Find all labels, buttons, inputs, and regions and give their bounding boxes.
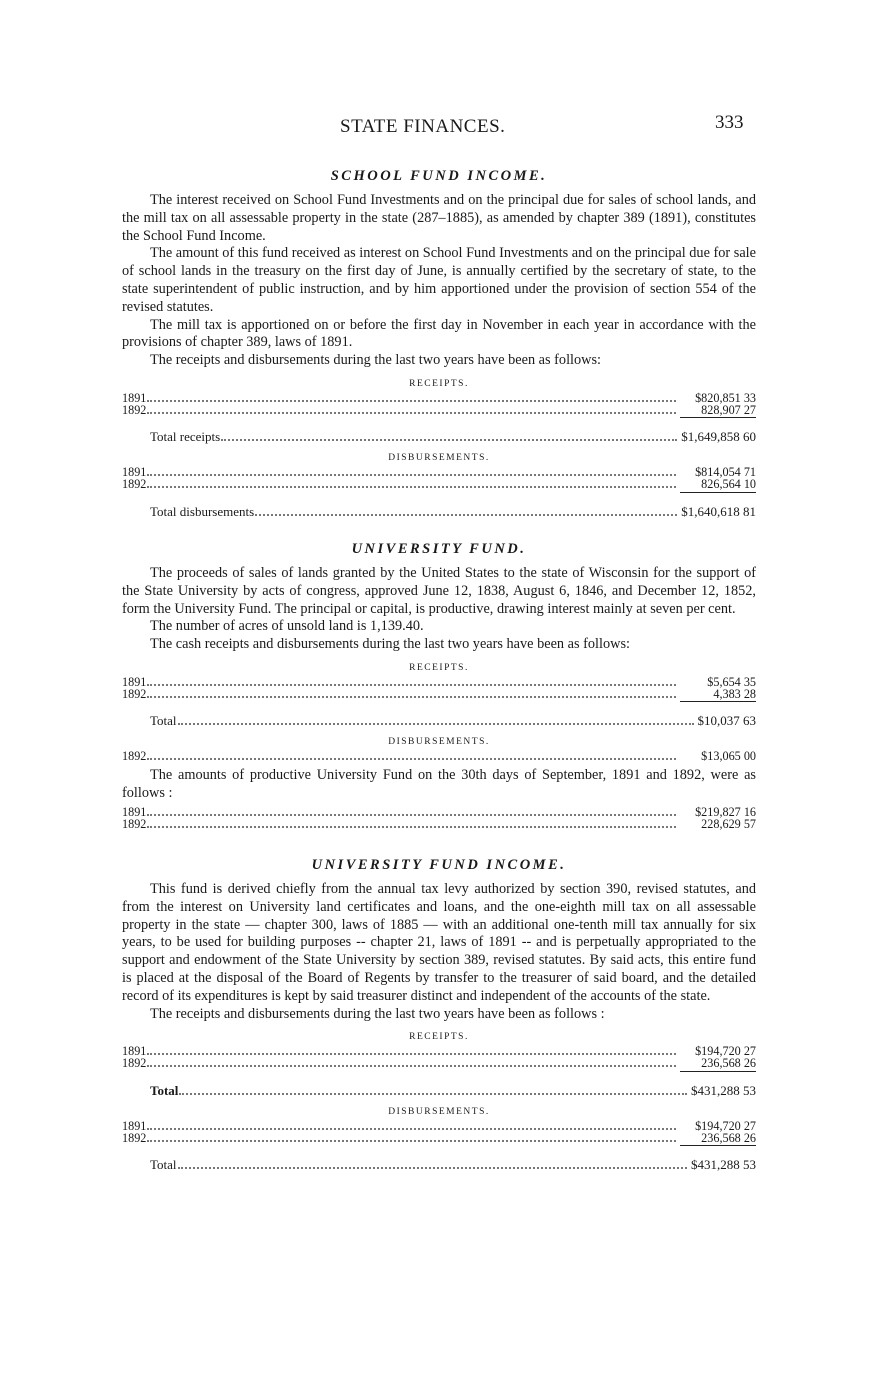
university-fund-paragraph: The number of acres of unsold land is 1,139.40. [150,618,424,635]
dot-leader [147,1065,676,1067]
row-amount: $820,851 33 [695,390,756,405]
dot-leader [147,1128,676,1130]
school-fund-disbursements-title: DISBURSEMENTS. [388,453,490,464]
productive-fund-paragraph: The amounts of productive University Fund on the 30th days of September, 1891 and 1892, were as follows : [122,767,756,802]
dot-leader [147,826,676,828]
ufi-disbursement-row [122,1118,756,1133]
row-year: 1891 [122,390,147,405]
university-fund-income-paragraph: The receipts and disbursements during the last two years have been as follows : [150,1005,605,1022]
dot-leader [178,723,694,725]
university-fund-receipts-title: RECEIPTS. [409,662,469,673]
school-fund-receipt-row [122,402,756,419]
dot-leader [221,439,677,441]
university-fund-income-paragraph: This fund is derived chiefly from the annual tax levy authorized by section 390, revised statutes, and from the interest on University land certificates and loans, and the one-eighth mill tax on all assessable property in the state — chapter 300, laws of 1885 — with an additional one-tenth mill tax annually for six years, to be used for building purposes -- chapter 21, laws of 1891 -- and is perpetually appropriated to the support and endowment of the State University by section 389, revised statutes. By said acts, this entire fund is placed at the disposal of the Board of Regents by transfer to the treasurer of said board, and the detailed record of its expenditures is kept by said treasurer distinct and independent of the accounts of the state. [122,881,756,1004]
row-year: 1891 [122,465,147,480]
total-amount: $10,037 63 [697,713,756,729]
dot-leader [179,1093,687,1095]
total-amount: $431,288 53 [691,1157,756,1173]
school-fund-paragraph: The receipts and disbursements during the last two years have been as follows: [150,352,602,369]
school-fund-receipts-title: RECEIPTS. [409,378,469,389]
school-fund-paragraph: The mill tax is apportioned on or before the first day in November in each year in accordance with the provisions of chapter 389, laws of 1891. [122,316,756,351]
dot-leader [147,758,676,760]
school-fund-disbursement-row [122,467,756,479]
school-fund-paragraph: The amount of this fund received as interest on School Fund Investments and on the principal due for sale of school lands in the treasury on the first day of June, is annually certified by the secretary of state, to the state superintendent of public instruction, and by him apportioned under the provision of section 554 of the revised statutes. [122,245,756,315]
ufi-receipt-row [122,1046,756,1058]
school-fund-disbursement-row [122,479,756,493]
university-fund-total-receipts [122,714,756,728]
school-fund-total-receipts [122,430,756,444]
university-fund-heading: UNIVERSITY FUND. [351,540,527,557]
row-year: 1892 [122,749,147,764]
school-fund-receipt-row [122,390,756,405]
university-fund-receipt-row [122,674,756,689]
university-fund-disbursements-title: DISBURSEMENTS. [388,737,490,748]
row-year: 1891 [122,805,147,820]
row-year: 1891 [122,1044,147,1059]
ufi-receipt-row [122,1058,756,1072]
row-amount: 828,907 27 [680,405,756,419]
dot-leader [147,684,676,686]
dot-leader [147,696,676,698]
total-label: Total receipts [150,429,221,445]
school-fund-paragraph: The interest received on School Fund Investments and on the principal due for sales of school lands, and the mill tax on all assessable property in the state (287–1885), as amended by chapter 389 (1891), constitutes the School Fund Income. [122,192,756,244]
row-amount: 826,564 10 [680,479,756,493]
university-fund-disbursement-row [122,751,756,763]
total-amount: $431,288 53 [691,1082,756,1098]
dot-leader [147,412,676,414]
row-amount: $814,054 71 [695,465,756,480]
dot-leader [178,1167,687,1169]
row-amount: 236,568 26 [680,1058,756,1072]
row-year: 1891 [122,1118,147,1133]
ufi-disbursement-row [122,1130,756,1147]
row-amount: $5,654 35 [707,674,756,689]
row-year: 1892 [122,1130,147,1145]
productive-fund-row [122,807,756,819]
row-amount: 4,383 28 [680,689,756,703]
university-fund-paragraph: The proceeds of sales of lands granted by the United States to the state of Wisconsin for the support of the State University by acts of congress, approved June 12, 1838, August 6, 1846, and December 12, 1852, form the University Fund. The principal or capital, is productive, drawing interest mainly at seven per cent. [122,564,756,617]
row-amount: 228,629 57 [701,817,756,832]
ufi-total-receipts [122,1084,756,1098]
running-title: STATE FINANCES. [340,116,506,137]
productive-fund-row [122,819,756,831]
school-fund-heading: SCHOOL FUND INCOME. [330,168,548,184]
row-amount: 236,568 26 [680,1133,756,1147]
total-label: Total [150,1157,177,1173]
university-fund-receipt-row [122,686,756,703]
row-amount: $194,720 27 [695,1118,756,1133]
dot-leader [255,514,677,516]
dot-leader [147,486,676,488]
dot-leader [147,1140,676,1142]
total-label: Total [150,1082,179,1098]
total-amount: $1,640,618 81 [681,503,756,519]
row-amount: $13,065 00 [701,749,756,764]
school-fund-total-disbursements [122,505,756,519]
total-label: Total [150,713,177,729]
total-amount: $1,649,858 60 [681,429,756,445]
row-year: 1892 [122,402,147,417]
university-fund-income-heading: UNIVERSITY FUND INCOME. [311,857,567,874]
page-number: 333 [715,112,744,133]
row-amount: $194,720 27 [695,1044,756,1059]
ufi-total-disbursements [122,1158,756,1172]
dot-leader [147,1053,676,1055]
dot-leader [147,474,676,476]
page-content [122,168,756,1172]
row-year: 1892 [122,477,147,492]
dot-leader [147,814,676,816]
total-label: Total disbursements [150,503,255,519]
ufi-disbursements-title: DISBURSEMENTS. [388,1106,490,1117]
university-fund-paragraph: The cash receipts and disbursements during the last two years have been as follows: [150,636,630,653]
row-amount: $219,827 16 [695,805,756,820]
row-year: 1892 [122,1056,147,1071]
ufi-receipts-title: RECEIPTS. [409,1032,469,1043]
row-year: 1892 [122,817,147,832]
dot-leader [147,400,676,402]
row-year: 1891 [122,674,147,689]
row-year: 1892 [122,686,147,701]
